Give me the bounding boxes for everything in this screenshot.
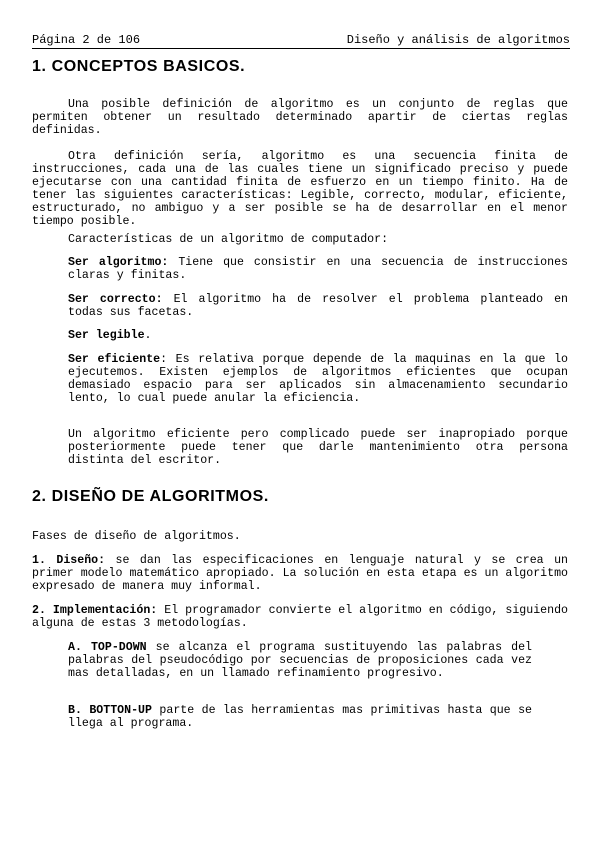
characteristic-term: Ser correcto: — [68, 293, 163, 306]
section-1-heading: 1. CONCEPTOS BASICOS. — [32, 58, 246, 75]
characteristic-item — [68, 329, 568, 342]
method-term: B. BOTTON-UP — [68, 704, 152, 717]
method-bottom-up — [68, 704, 532, 730]
phase-text: El programador convierte el algoritmo en código, siguiendo alguna de estas 3 metodologías. — [32, 604, 568, 630]
characteristic-text: . — [144, 329, 152, 342]
characteristic-item — [68, 256, 568, 282]
method-top-down — [68, 641, 532, 680]
document-title: Diseño y análisis de algoritmos — [346, 33, 570, 47]
characteristic-term: Ser algoritmo: — [68, 256, 169, 269]
page-number: Página 2 de 106 — [32, 33, 141, 47]
phase-text: se dan las especificaciones en lenguaje natural y se crea un primer modelo matemático apropiado. La solución en esta etapa es un algoritmo expresado de manera muy informal. — [32, 554, 568, 593]
phases-intro: Fases de diseño de algoritmos. — [32, 530, 241, 543]
method-text: se alcanza el programa sustituyendo las palabras del palabras del pseudocódigo por secuencias de proposiciones cada vez mas detalladas, en un llamado refinamiento progresivo. — [68, 641, 533, 680]
method-term: A. TOP-DOWN — [68, 641, 147, 654]
characteristic-item — [68, 293, 568, 319]
section-2-heading: 2. DISEÑO DE ALGORITMOS. — [32, 488, 269, 505]
phase-term: 1. Diseño: — [32, 554, 106, 567]
phase-term: 2. Implementación: — [32, 604, 158, 617]
phase-design — [32, 554, 568, 593]
page-header — [32, 33, 570, 49]
method-text: parte de las herramientas mas primitivas hasta que se llega al programa. — [68, 704, 532, 730]
characteristic-text: : Es relativa porque depende de la maquinas en la que lo ejecutemos. Existen ejemplos de algoritmos eficientes que ocupan demasiado espacio para ser aplicados sin almacenamiento secundario lento, lo cual puede anular la eficiencia. — [68, 353, 568, 405]
paragraph-definition-2: Otra definición sería, algoritmo es una secuencia finita de instrucciones, cada una de las cuales tiene un significado preciso y puede ejecutarse con una cantidad finita de esfuerzo en un tiempo finito. Ha de tener las siguientes características: Legible, correcto, modular, eficiente, estructurado, no ambiguo y a ser posible se ha de desarrollar en el menor tiempo posible. — [32, 150, 568, 228]
closing-paragraph: Un algoritmo eficiente pero complicado puede ser inapropiado porque posteriormente puede tener que darle mantenimiento otra persona distinta del escritor. — [68, 428, 568, 467]
characteristic-term: Ser legible — [68, 329, 145, 342]
phase-implementation — [32, 604, 568, 630]
paragraph-definition-1: Una posible definición de algoritmo es un conjunto de reglas que permiten obtener un resultado determinado apartir de ciertas reglas definidas. — [32, 98, 568, 137]
characteristic-text: Tiene que consistir en una secuencia de instrucciones claras y finitas. — [68, 256, 569, 282]
characteristics-intro: Características de un algoritmo de computador: — [68, 233, 389, 246]
characteristic-text: El algoritmo ha de resolver el problema planteado en todas sus facetas. — [68, 293, 568, 319]
characteristic-item — [68, 353, 568, 405]
characteristic-term: Ser eficiente — [68, 353, 161, 366]
